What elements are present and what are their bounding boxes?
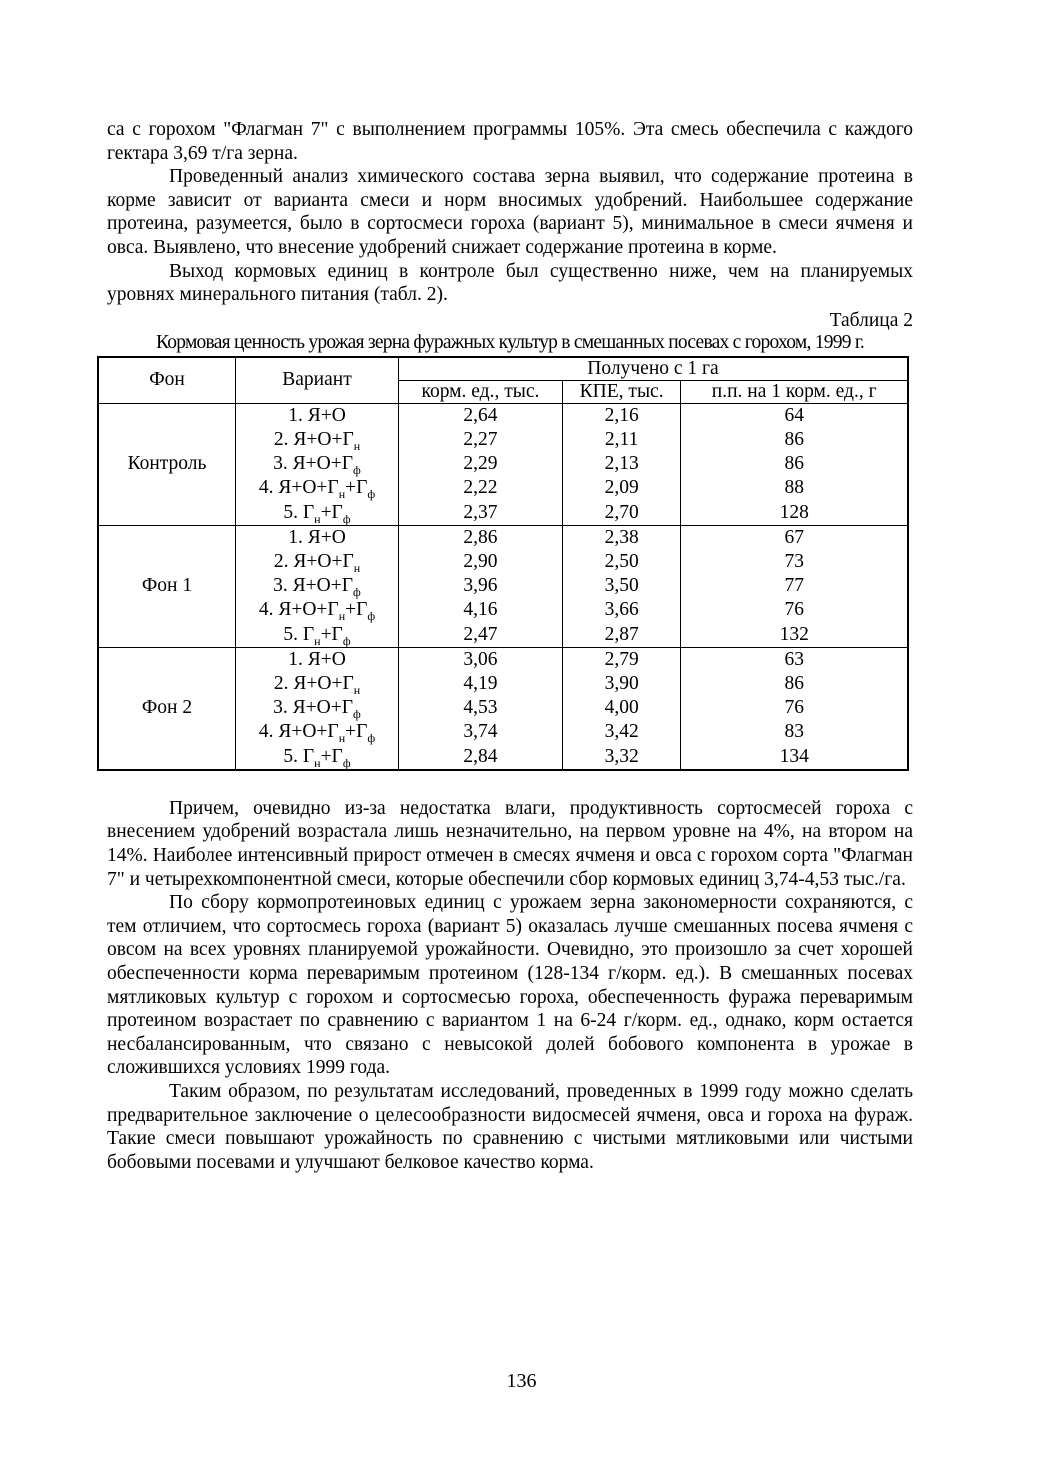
cell-pp: 83 <box>681 720 908 744</box>
cell-variant: 4. $Я+О+Г_н+Г_ф$ <box>236 720 399 744</box>
cell-pp: 88 <box>681 476 908 500</box>
cell-korm: 2,47 <box>399 623 563 648</box>
cell-variant: 2. $Я+О+Г_н$ <box>236 550 399 574</box>
page-number: 136 <box>506 1370 537 1392</box>
cell-fon: Контроль <box>98 403 236 525</box>
cell-variant: 5. $Г_н+Г_ф$ <box>236 623 399 648</box>
cell-korm: 4,53 <box>399 696 563 720</box>
paragraph-6: Таким образом, по результатам исследований, проведенных в 1999 году можно сделать предварительное заключение о целесообразности видосмесей ячменя, овса и гороха на фураж. Такие смеси повышают урожайность по сравнению с чистыми мятликовыми или чистыми бобовыми посевами и улучшают белковое качество корма. <box>107 1080 913 1173</box>
cell-kpe: 2,09 <box>562 476 681 500</box>
cell-pp: 63 <box>681 647 908 672</box>
header-korm: корм. ед., тыс. <box>399 380 563 403</box>
cell-kpe: 2,87 <box>562 623 681 648</box>
cell-korm: 2,29 <box>399 452 563 476</box>
cell-variant: 3. $Я+О+Г_ф$ <box>236 452 399 476</box>
cell-kpe: 3,50 <box>562 574 681 598</box>
cell-kpe: 4,00 <box>562 696 681 720</box>
cell-pp: 76 <box>681 696 908 720</box>
cell-pp: 86 <box>681 428 908 452</box>
cell-korm: 4,16 <box>399 598 563 622</box>
cell-kpe: 3,42 <box>562 720 681 744</box>
cell-variant: 3. $Я+О+Г_ф$ <box>236 696 399 720</box>
cell-kpe: 3,90 <box>562 672 681 696</box>
cell-korm: 3,74 <box>399 720 563 744</box>
cell-variant: 5. $Г_н+Г_ф$ <box>236 745 399 770</box>
cell-pp: 132 <box>681 623 908 648</box>
cell-variant: 1. Я+О <box>236 403 399 428</box>
paragraph-5: По сбору кормопротеиновых единиц с урожаем зерна закономерности сохраняются, с тем отличием, что сортосмесь гороха (вариант 5) оказалась лучше смешанных посева ячменя с овсом на всех уровнях планируемой урожайности. Очевидно, это произошло за счет хорошей обеспеченности корма переваримым протеином (128-134 г/корм. ед.). В смешанных посевах мятликовых культур с горохом и сортосмесью гороха, обеспеченность фуража переваримым протеином возрастает по сравнению с вариантом 1 на 6-24 г/корм. ед., однако, корм остается несбалансированным, что связано с невысокой долей бобового компонента в урожае в сложившихся условиях 1999 года. <box>107 892 913 1079</box>
cell-korm: 2,90 <box>399 550 563 574</box>
cell-variant: 1. Я+О <box>236 647 399 672</box>
cell-korm: 2,22 <box>399 476 563 500</box>
cell-korm: 2,64 <box>399 403 563 428</box>
table-body <box>98 403 908 770</box>
table-label: Таблица 2 <box>829 309 913 331</box>
cell-korm: 2,37 <box>399 501 563 526</box>
cell-kpe: 2,13 <box>562 452 681 476</box>
cell-korm: 2,84 <box>399 745 563 770</box>
paragraph-2: Проведенный анализ химического состава зерна выявил, что содержание протеина в корме зависит от варианта смеси и норм вносимых удобрений. Наибольшее содержание протеина, разумеется, было в сортосмеси гороха (вариант 5), минимальное в смеси ячменя и овса. Выявлено, что внесение удобрений снижает содержание протеина в корме. <box>107 166 913 258</box>
cell-variant: 5. $Г_н+Г_ф$ <box>236 501 399 526</box>
cell-kpe: 2,79 <box>562 647 681 672</box>
cell-variant: 4. $Я+О+Г_н+Г_ф$ <box>236 476 399 500</box>
cell-pp: 134 <box>681 745 908 770</box>
feed-value-table <box>97 356 909 771</box>
table-row <box>98 647 908 672</box>
cell-variant: 2. $Я+О+Г_н$ <box>236 428 399 452</box>
cell-kpe: 2,38 <box>562 525 681 550</box>
header-kpe: КПЕ, тыс. <box>562 380 681 403</box>
cell-kpe: 2,16 <box>562 403 681 428</box>
cell-kpe: 2,70 <box>562 501 681 526</box>
cell-pp: 86 <box>681 672 908 696</box>
cell-kpe: 3,66 <box>562 598 681 622</box>
cell-pp: 128 <box>681 501 908 526</box>
table-row <box>98 403 908 428</box>
cell-pp: 67 <box>681 525 908 550</box>
cell-kpe: 2,11 <box>562 428 681 452</box>
cell-variant: 4. $Я+О+Г_н+Г_ф$ <box>236 598 399 622</box>
cell-variant: 1. Я+О <box>236 525 399 550</box>
cell-pp: 73 <box>681 550 908 574</box>
cell-korm: 4,19 <box>399 672 563 696</box>
cell-korm: 2,27 <box>399 428 563 452</box>
table-caption: Кормовая ценность урожая зерна фуражных культур в смешанных посевах с горохом, 1999 г. <box>155 331 865 353</box>
header-variant: Вариант <box>236 357 399 404</box>
paragraph-3: Выход кормовых единиц в контроле был существенно ниже, чем на планируемых уровнях минерального питания (табл. 2). <box>107 260 913 306</box>
cell-pp: 77 <box>681 574 908 598</box>
table-row <box>98 525 908 550</box>
cell-pp: 64 <box>681 403 908 428</box>
header-fon: Фон <box>98 357 236 404</box>
cell-korm: 3,06 <box>399 647 563 672</box>
cell-pp: 86 <box>681 452 908 476</box>
cell-pp: 76 <box>681 598 908 622</box>
paragraph-4: Причем, очевидно из-за недостатка влаги, продуктивность сортосмесей гороха с внесением удобрений возрастала лишь незначительно, на первом уровне на 4%, на втором на 14%. Наиболее интенсивный прирост отмечен в смесях ячменя и овса с горохом сорта "Флагман 7" и четырехкомпонентной смеси, которые обеспечили сбор кормовых единиц 3,74-4,53 тыс./га. <box>107 797 913 890</box>
cell-fon: Фон 1 <box>98 525 236 647</box>
header-pp: п.п. на 1 корм. ед., г <box>681 380 908 403</box>
cell-variant: 3. $Я+О+Г_ф$ <box>236 574 399 598</box>
page-content <box>107 118 913 1174</box>
cell-kpe: 3,32 <box>562 745 681 770</box>
cell-korm: 2,86 <box>399 525 563 550</box>
cell-variant: 2. $Я+О+Г_н$ <box>236 672 399 696</box>
paragraph-1: са с горохом "Флагман 7" с выполнением программы 105%. Эта смесь обеспечила с каждого гектара 3,69 т/га зерна. <box>107 119 913 164</box>
cell-kpe: 2,50 <box>562 550 681 574</box>
cell-korm: 3,96 <box>399 574 563 598</box>
header-obtained: Получено с 1 га <box>399 357 909 381</box>
cell-fon: Фон 2 <box>98 647 236 770</box>
